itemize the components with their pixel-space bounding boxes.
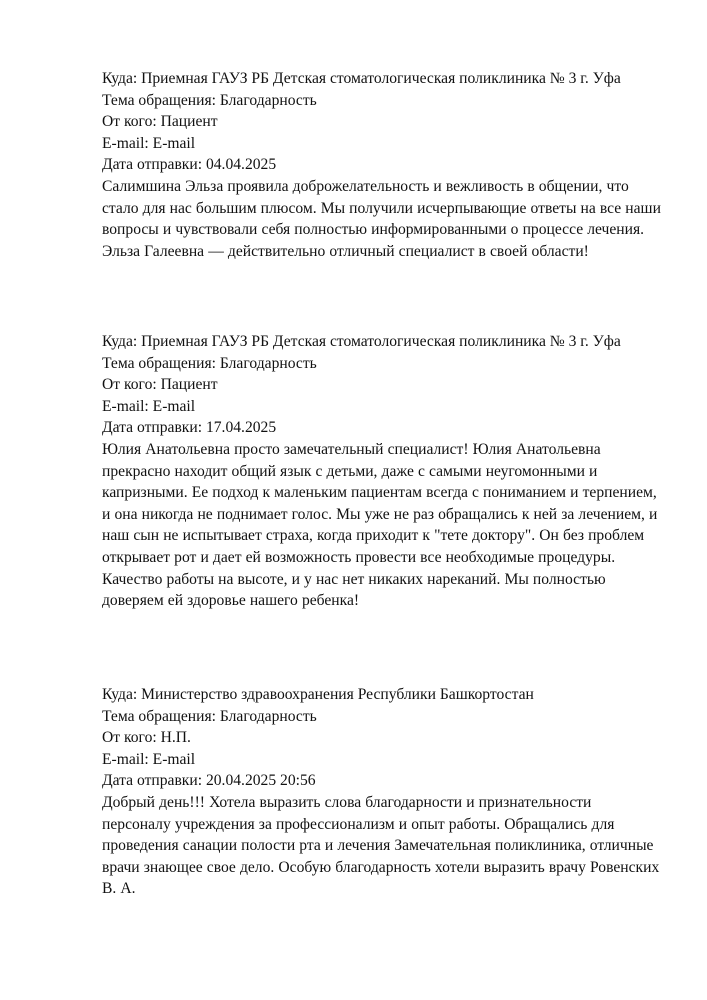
sender-line: От кого: Н.П. (102, 729, 191, 747)
date-line: Дата отправки: 20.04.2025 20:56 (102, 772, 316, 790)
subject-line: Тема обращения: Благодарность (102, 91, 317, 109)
sender-line: От кого: Пациент (102, 376, 218, 394)
email-line: E-mail: E-mail (102, 134, 196, 152)
feedback-entry (102, 331, 662, 612)
email-line: E-mail: E-mail (102, 397, 196, 415)
recipient-line: Куда: Приемная ГАУЗ РБ Детская стоматологическая поликлиника № 3 г. Уфа (102, 70, 621, 87)
date-line: Дата отправки: 04.04.2025 (102, 156, 277, 174)
subject-line: Тема обращения: Благодарность (102, 707, 317, 725)
message-body: Салимшина Эльза проявила доброжелательность и вежливость в общении, что стало для нас большим плюсом. Мы получили исчерпывающие ответы на все наши вопросы и чувствовали себя полностью информированными о процессе лечения. Эльза Галеевна — действительно отличный специалист в своей области! (102, 177, 661, 260)
date-line: Дата отправки: 17.04.2025 (102, 419, 277, 437)
message-body: Юлия Анатольевна просто замечательный специалист! Юлия Анатольевна прекрасно находит общий язык с детьми, даже с самыми неугомонными и капризными. Ее подход к маленьким пациентам всегда с пониманием и терпением, и она никогда не поднимает голос. Мы уже не раз обращались к ней за лечением, и наш сын не испытывает страха, когда приходит к "тете доктору". Он без проблем открывает рот и дает ей возможность провести все необходимые процедуры. Качество работы на высоте, и у нас нет никаких нареканий. Мы полностью доверяем ей здоровье нашего ребенка! (102, 440, 658, 610)
sender-line: От кого: Пациент (102, 113, 218, 131)
feedback-entry (102, 684, 662, 900)
recipient-line: Куда: Приемная ГАУЗ РБ Детская стоматологическая поликлиника № 3 г. Уфа (102, 333, 621, 350)
feedback-entry (102, 68, 662, 262)
recipient-line: Куда: Министерство здравоохранения Республики Башкортостан (102, 686, 534, 703)
subject-line: Тема обращения: Благодарность (102, 354, 317, 372)
message-body: Добрый день!!! Хотела выразить слова благодарности и признательности персоналу учреждения за профессионализм и опыт работы. Обращались для проведения санации полости рта и лечения Замечательная поликлиника, отличные врачи знающее свое дело. Особую благодарность хотели выразить врачу Ровенских В. А. (102, 793, 660, 898)
email-line: E-mail: E-mail (102, 750, 196, 768)
